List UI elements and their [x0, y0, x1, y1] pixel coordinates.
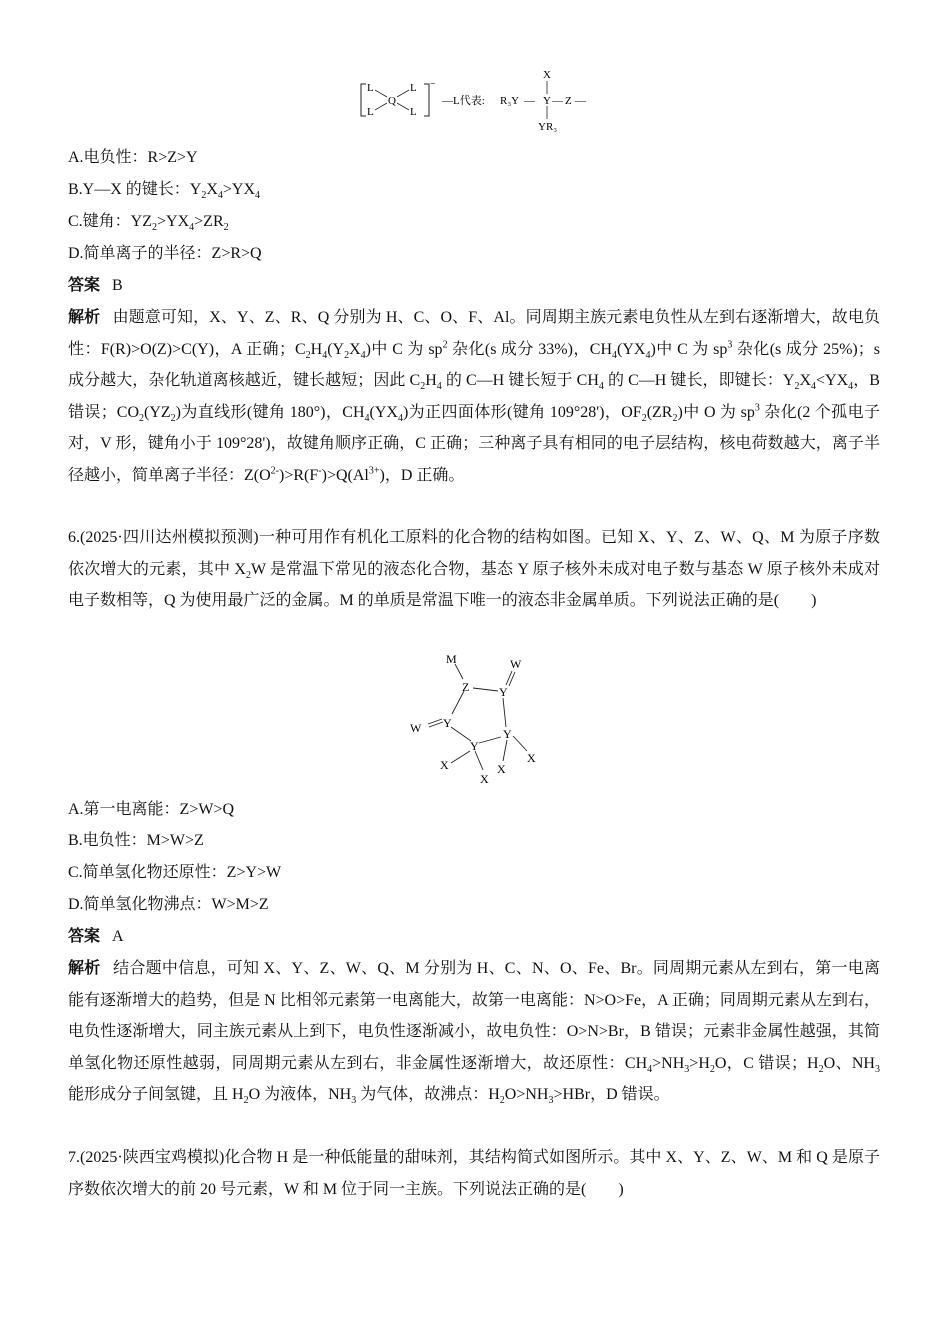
q7-stem: 7.(2025·陕西宝鸡模拟)化合物 H 是一种低能量的甜味剂，其结构简式如图所示。其中 X、Y、Z、W、M 和 Q 是原子序数依次增大的前 20 号元素，W 和 M 位于同一主族。下列说法正确的是( ) — [68, 1149, 880, 1198]
ligand-r3y: R₃Y — [500, 95, 520, 107]
q6-option-b: B.电负性：M>W>Z — [68, 832, 204, 849]
q5-analysis: 解析 由题意可知，X、Y、Z、R、Q 分别为 H、C、O、F、Al。同周期主族元素电负性从左到右逐渐增大，故电负性：F(R)>O(Z)>C(Y)，A 正确；$C_2H_4(Y_2X_4)$中 C 为 $sp^2$ 杂化(s 成分 33%)，$CH_4(YX_4)$中 C 为 $sp^3$ 杂化(s 成分 25%)；s 成分越大，杂化轨道离核越近，键长越短；因此 $C_2H_4$ 的 C—H 键长短于 $CH_4$ 的 C—H 键长，即键长：$Y_2X_4<YX_4$，B 错误；$CO_2(YZ_2)$为直线形(键角 180°)，$CH_4(YX_4)$为正四面体形(键角 109°28')，$OF_2(ZR_2)$中 O 为 $sp^3$ 杂化(2 个孤电子对，V 形，键角小于 109°28')，故键角顺序正确，C 正确；三种离子具有相同的电子层结构，核电荷数越大，离子半径越小，简单离子半径：$Z(O^{2-})>R(F^-)>Q(Al^{3+})$，D 正确。 — [68, 309, 880, 484]
ligand-center-q: Q — [388, 95, 396, 107]
q6-atom-y-top: Y — [499, 685, 508, 699]
q6-atom-y-right: Y — [503, 727, 512, 741]
anion-charge: − — [430, 79, 436, 90]
ligand-y-center: Y — [543, 95, 551, 107]
q6-atom-x-1: X — [440, 758, 449, 772]
q5-option-a: A.电负性：R>Z>Y — [68, 149, 198, 166]
q6-atom-x-2: X — [480, 772, 489, 786]
q6-atom-x-4: X — [527, 751, 536, 765]
q6-answer: 答案 A — [68, 928, 124, 945]
q6-option-c: C.简单氢化物还原性：Z>Y>W — [68, 864, 282, 881]
ligand-dash-3: — — [575, 95, 586, 107]
q5-option-d: D.简单离子的半径：Z>R>Q — [68, 245, 262, 262]
ligand-yr3-bottom: YR₃ — [538, 121, 558, 133]
ligand-x-top: X — [543, 69, 551, 81]
ligand-dash-2: — — [552, 95, 563, 107]
ligand-structure-figure — [350, 62, 610, 138]
q6-atom-z: Z — [462, 680, 470, 694]
q6-analysis: 解析 结合题中信息，可知 X、Y、Z、W、Q、M 分别为 H、C、N、O、Fe、Br。同周期元素从左到右，第一电离能有逐渐增大的趋势，但是 N 比相邻元素第一电离能大，故第一电离能：N>O>Fe，A 正确；同周期元素从左到右，电负性逐渐增大，同主族元素从上到下，电负性逐渐减小，故电负性：O>N>Br，B 错误；元素非金属性越强，其简单氢化物还原性越弱，同周期元素从左到右，非金属性逐渐增大，故还原性：$CH_4>NH_3>H_2O$，C 错误；$H_2O$、$NH_3$ 能形成分子间氢键，且 $H_2O$ 为液体，$NH_3$ 为气体，故沸点：$H_2O>NH_3>HBr$，D 错误。 — [68, 960, 880, 1107]
ligand-atom-l3: L — [410, 82, 417, 94]
q6-option-a: A.第一电离能：Z>W>Q — [68, 801, 235, 818]
ligand-atom-l2: L — [367, 106, 374, 118]
q6-atom-w-left: W — [410, 721, 422, 735]
q6-atom-w-top: W — [510, 657, 522, 671]
q5-option-b: B.Y—X 的键长：$Y_2X_4>YX_4$ — [68, 181, 261, 202]
q6-atom-m: M — [446, 652, 457, 666]
q6-stem: 6.(2025·四川达州模拟预测)一种可用作有机化工原料的化合物的结构如图。已知 X、Y、Z、W、Q、M 为原子序数依次增大的元素，其中 $X_2W$ 是常温下常见的液态化合物，基态 Y 原子核外未成对电子数与基态 W 原子核外未成对电子数相等，Q 为使用最广泛的金属。M 的单质是常温下唯一的液态非金属单质。下列说法正确的是( ) — [68, 529, 880, 609]
ligand-legend-prefix: —L代表: — [442, 95, 485, 107]
q6-structure-figure — [405, 648, 555, 790]
q6-option-d: D.简单氢化物沸点：W>M>Z — [68, 896, 269, 913]
q6-atom-y-bottom: Y — [470, 739, 479, 753]
q5-answer: 答案 B — [68, 277, 123, 294]
q5-option-c: C.键角：$YZ_2>YX_4>ZR_2$ — [68, 213, 229, 234]
ligand-z: Z — [565, 95, 572, 107]
ligand-atom-l4: L — [410, 106, 417, 118]
q6-atom-y-left: Y — [443, 716, 452, 730]
ligand-atom-l1: L — [367, 82, 374, 94]
q6-atom-x-3: X — [497, 762, 506, 776]
ligand-dash-1: — — [524, 95, 535, 107]
